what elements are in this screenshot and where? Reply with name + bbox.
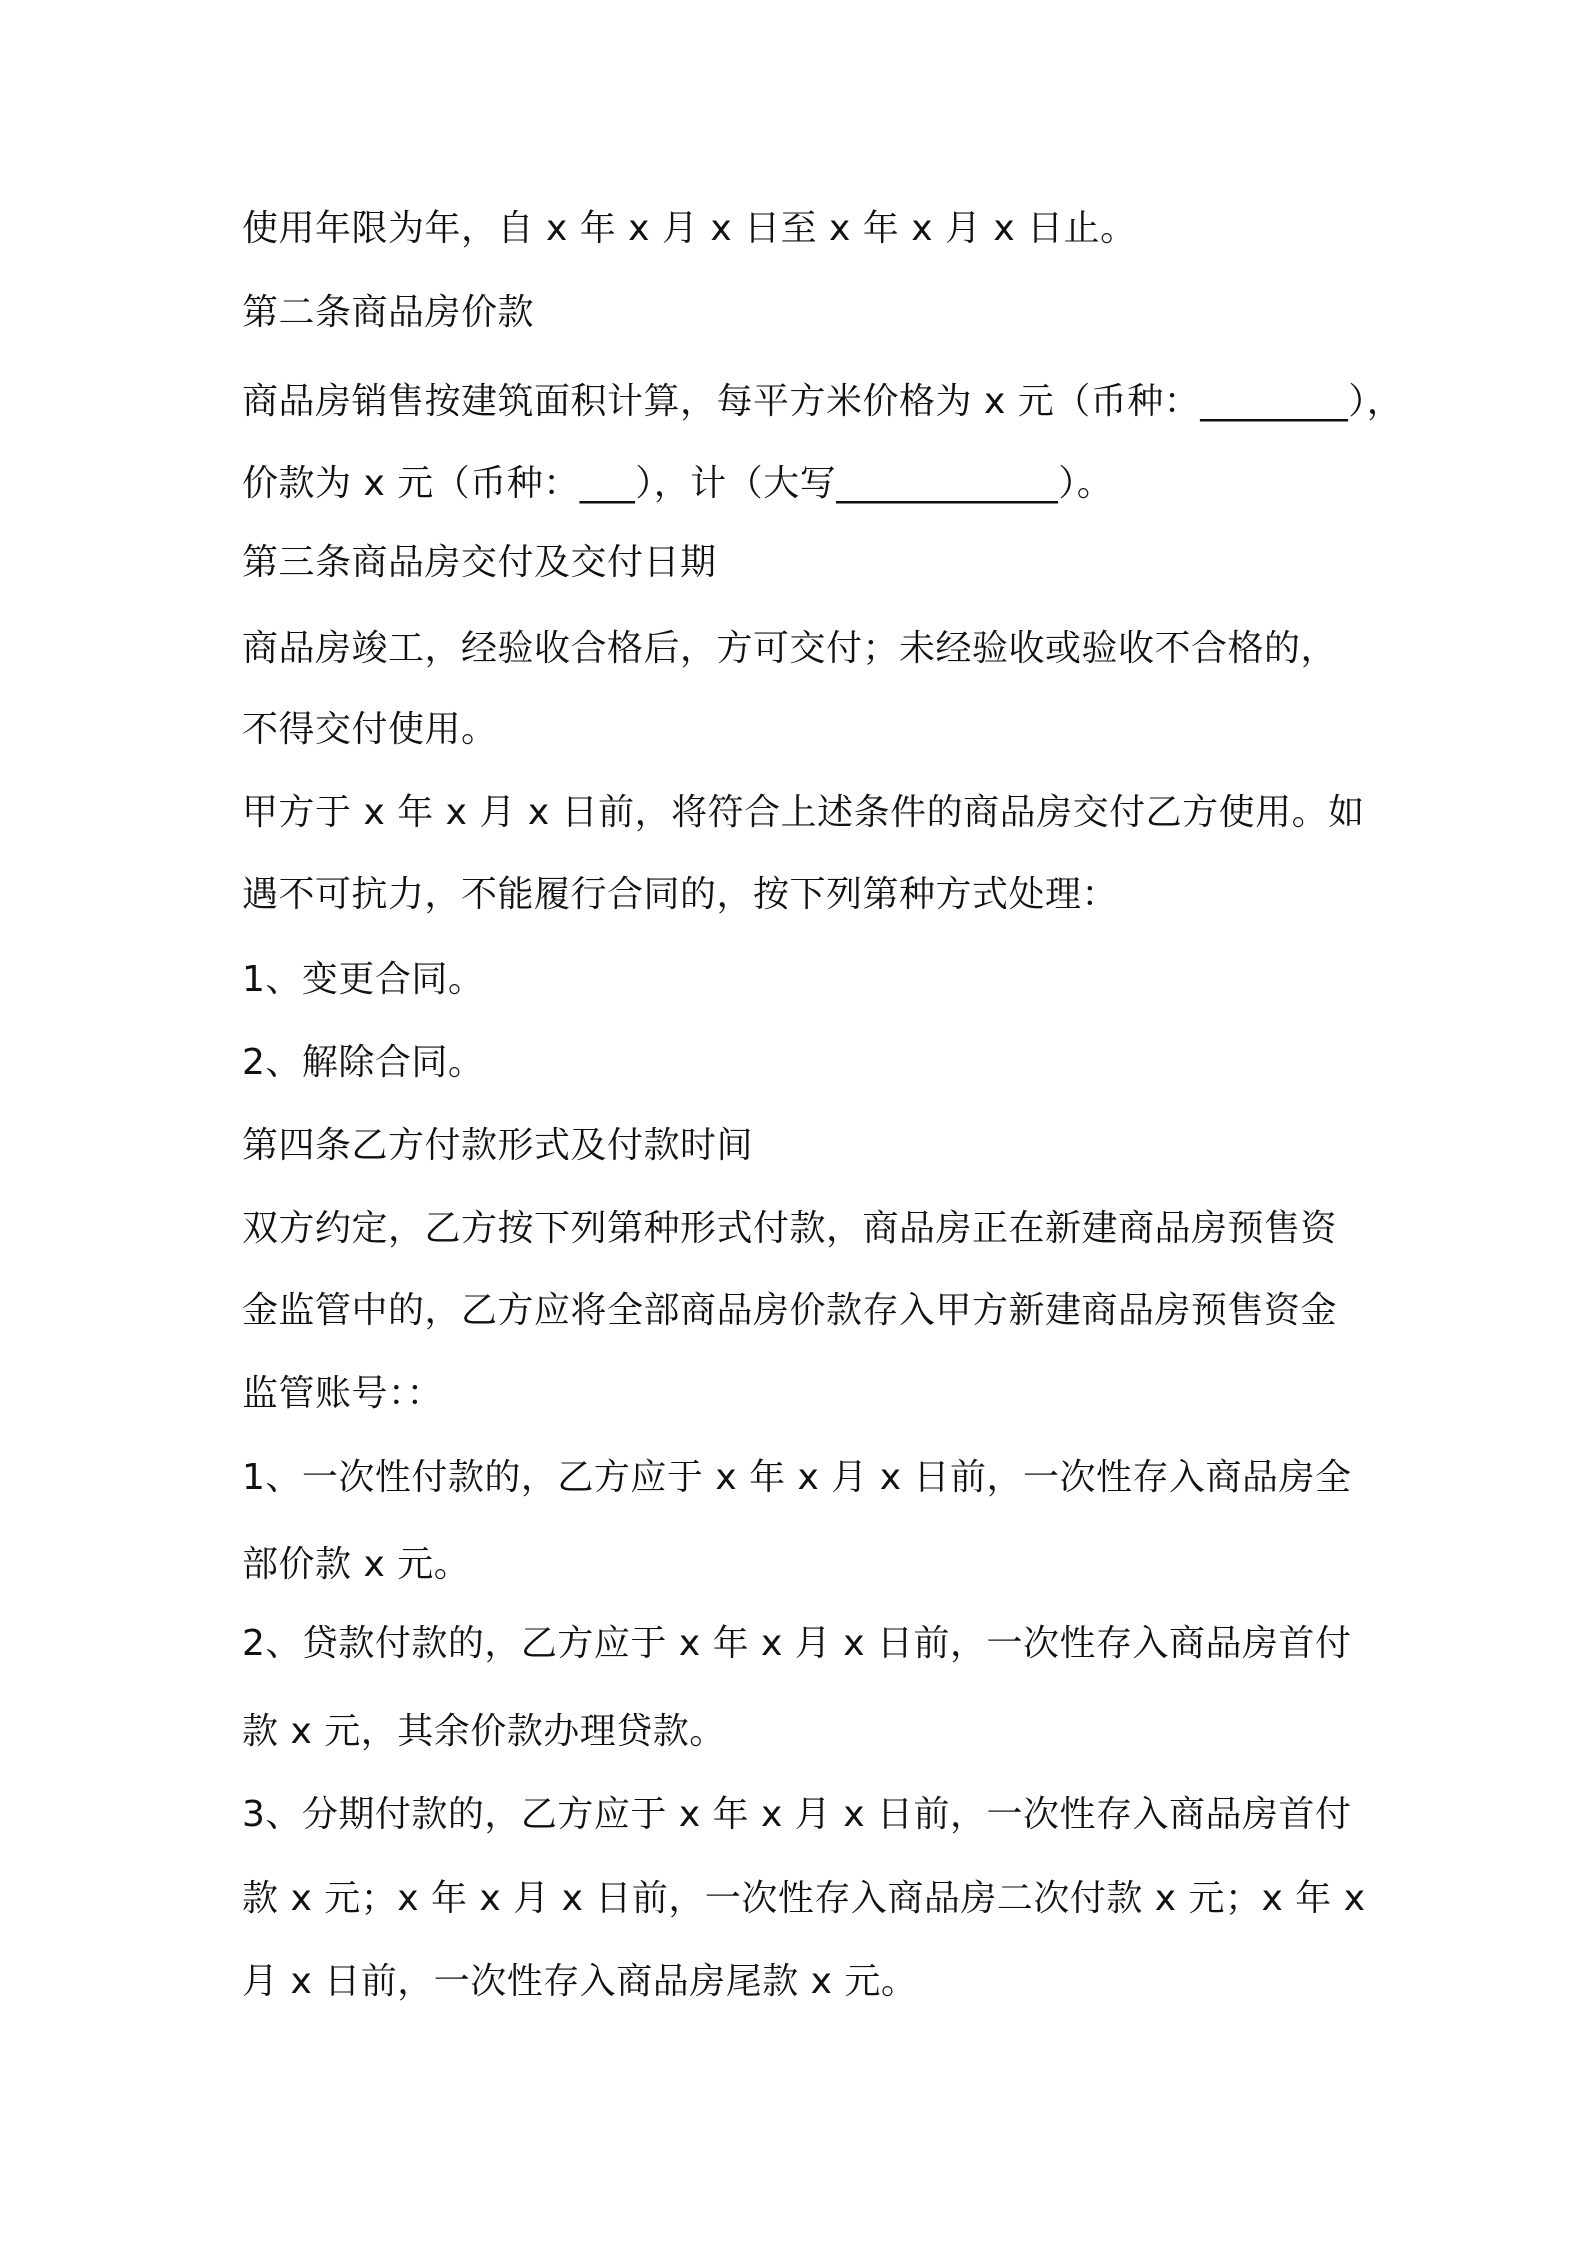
text-line: 遇不可抗力，不能履行合同的，按下列第种方式处理： bbox=[242, 874, 1119, 915]
list-item: 2、解除合同。 bbox=[242, 1042, 485, 1083]
list-item: 3、分期付款的，乙方应于 x 年 x 月 x 日前，一次性存入商品房首付 bbox=[242, 1794, 1352, 1835]
text-line: 月 x 日前，一次性存入商品房尾款 x 元。 bbox=[242, 1961, 918, 2002]
text-line: 不得交付使用。 bbox=[242, 709, 498, 750]
text-line: 商品房销售按建筑面积计算，每平方米价格为 x 元（币种：________）， bbox=[242, 381, 1404, 422]
section-heading-article-4: 第四条乙方付款形式及付款时间 bbox=[242, 1125, 754, 1166]
text-line: 部价款 x 元。 bbox=[242, 1544, 471, 1585]
list-item: 1、变更合同。 bbox=[242, 959, 485, 1000]
text-line: 甲方于 x 年 x 月 x 日前，将符合上述条件的商品房交付乙方使用。如 bbox=[242, 792, 1365, 833]
text-line: 双方约定，乙方按下列第种形式付款，商品房正在新建商品房预售资 bbox=[242, 1208, 1338, 1249]
text-line: 款 x 元；x 年 x 月 x 日前，一次性存入商品房二次付款 x 元；x 年 x bbox=[242, 1878, 1366, 1919]
list-item: 1、一次性付款的，乙方应于 x 年 x 月 x 日前，一次性存入商品房全 bbox=[242, 1457, 1352, 1498]
text-line: 使用年限为年，自 x 年 x 月 x 日至 x 年 x 月 x 日止。 bbox=[242, 208, 1137, 249]
text-line: 商品房竣工，经验收合格后，方可交付；未经验收或验收不合格的， bbox=[242, 628, 1338, 669]
section-heading-article-3: 第三条商品房交付及交付日期 bbox=[242, 542, 717, 583]
text-line: 款 x 元，其余价款办理贷款。 bbox=[242, 1711, 726, 1752]
text-line: 金监管中的，乙方应将全部商品房价款存入甲方新建商品房预售资金 bbox=[242, 1290, 1338, 1331]
text-line: 价款为 x 元（币种：___），计（大写____________）。 bbox=[242, 463, 1114, 504]
section-heading-article-2: 第二条商品房价款 bbox=[242, 292, 535, 333]
list-item: 2、贷款付款的，乙方应于 x 年 x 月 x 日前，一次性存入商品房首付 bbox=[242, 1623, 1352, 1664]
text-line: 监管账号：： bbox=[242, 1373, 444, 1414]
